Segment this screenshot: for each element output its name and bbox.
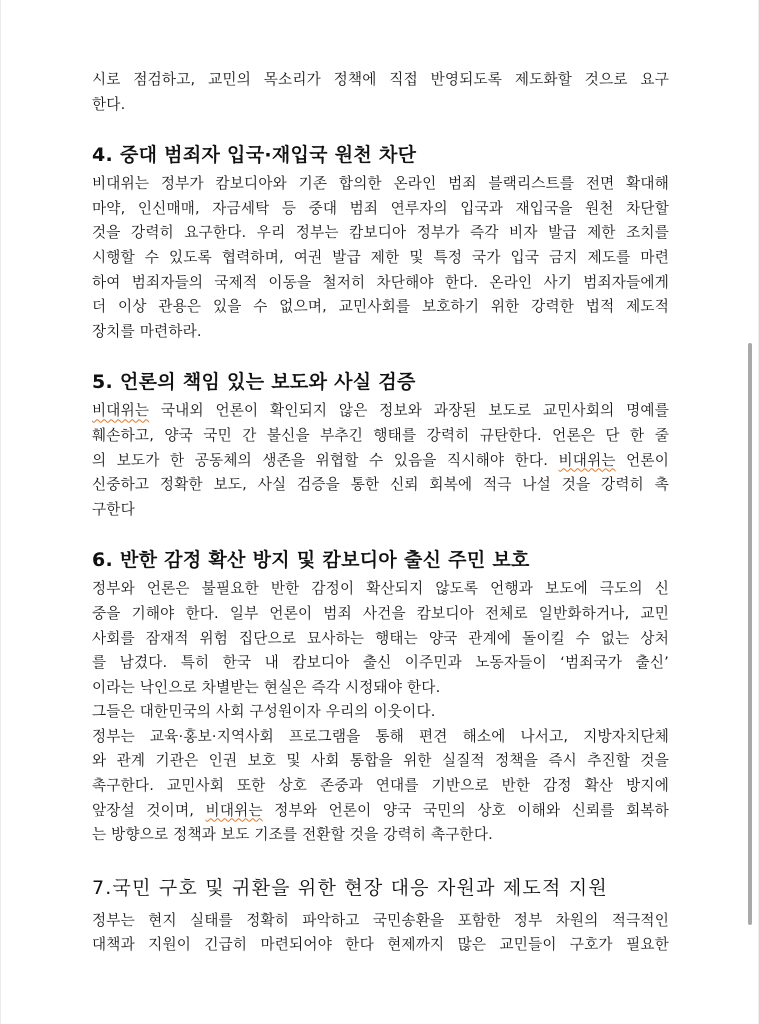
text-line: 정부는 현지 실태를 정확히 파악하고 국민송환을 포함한 정부 차원의 적극적인: [92, 911, 669, 929]
text-line: 비대위는 국내외 언론이 확인되지 않은 정보와 과장된 보도로 교민사회의 명예를: [92, 402, 669, 420]
spellcheck-flagged-word[interactable]: 비대위는: [92, 402, 150, 420]
section-heading: 7.국민 구호 및 귀환을 위한 현장 대응 자원과 제도적 지원: [92, 876, 608, 899]
text-line: 를 남겼다. 특히 한국 내 캄보디아 출신 이주민과 노동자들이 ‘범죄국가 출신’: [92, 654, 669, 672]
text-line: 신중하고 정확한 보도, 사실 검증을 통한 신뢰 회복에 적극 나설 것을 강력히 촉: [92, 476, 669, 494]
text-line: 그들은 대한민국의 사회 구성원이자 우리의 이웃이다.: [92, 703, 436, 721]
text-line: 것을 강력히 요구한다. 우리 정부는 캄보디아 정부가 즉각 비자 발급 제한 조치를: [92, 224, 669, 242]
text-line: 정부와 언론은 불필요한 반한 감정이 확산되지 않도록 언행과 보도에 극도의 신: [92, 580, 669, 598]
text-line: 하여 범죄자들의 국제적 이동을 철저히 차단해야 한다. 온라인 사기 범죄자들에게: [92, 273, 669, 291]
section-4: [92, 140, 669, 344]
section-heading: 4. 중대 범죄자 입국·재입국 원천 차단: [92, 144, 417, 167]
text-line: 시로 점검하고, 교민의 목소리가 정책에 직접 반영되도록 제도화할 것으로 요구: [92, 71, 669, 88]
text-line: 중을 기해야 한다. 일부 언론이 범죄 사건을 캄보디아 전체로 일반화하거나, 교민: [92, 604, 669, 622]
text-line: 의 보도가 한 공동체의 생존을 위협할 수 있음을 직시해야 한다. 비대위는 언론이: [92, 451, 670, 469]
text-line: 사회를 잠재적 위험 집단으로 묘사하는 행태는 양국 관계에 돌이킬 수 없는 상처: [92, 629, 669, 647]
text-line: 와 관계 기관은 인권 보호 및 사회 통합을 위한 실질적 정책을 즉시 추진할 것을: [92, 752, 669, 770]
section-6: [92, 545, 669, 848]
text-line: 한다.: [92, 95, 126, 113]
text-line: 대책과 지원이 긴급히 마련되어야 한다 현제까지 많은 교민들이 구호가 필요한: [92, 936, 669, 954]
section-heading: 6. 반한 감정 확산 방지 및 캄보디아 출신 주민 보호: [92, 549, 530, 572]
text-line: 구한다: [92, 500, 135, 518]
text-line: 마약, 인신매매, 자금세탁 등 중대 범죄 연루자의 입국과 재입국을 원천 차단할: [92, 199, 669, 217]
section-5: [92, 367, 669, 522]
section-heading: 5. 언론의 책임 있는 보도와 사실 검증: [92, 371, 416, 394]
text-line: 촉구한다. 교민사회 또한 상호 존중과 연대를 기반으로 반한 감정 확산 방지에: [92, 777, 669, 795]
document-page: [92, 68, 669, 958]
page-edge-left: [0, 0, 1, 1024]
text-line: 더 이상 관용은 있을 수 없으며, 교민사회를 보호하기 위한 강력한 법적 제도적: [92, 298, 669, 316]
text-line: 정부는 교육·홍보·지역사회 프로그램을 통해 편견 해소에 나서고, 지방자치단체: [92, 727, 669, 745]
text-line: 장치를 마련하라.: [92, 322, 202, 340]
text-line: 이라는 낙인으로 차별받는 현실은 즉각 시정돼야 한다.: [92, 678, 441, 696]
section-7: [92, 873, 669, 958]
spellcheck-flagged-word[interactable]: 비대위는: [558, 451, 616, 469]
text-line: 비대위는 정부가 캄보디아와 기존 합의한 온라인 범죄 블랙리스트를 전면 확대해: [92, 175, 669, 193]
text-line: 는 방향으로 정책과 보도 기조를 전환할 것을 강력히 촉구한다.: [92, 826, 493, 844]
text-line: 훼손하고, 양국 국민 간 불신을 부추긴 행태를 강력히 규탄한다. 언론은 단 한 줄: [92, 426, 669, 444]
spellcheck-flagged-word[interactable]: 비대위는: [205, 801, 263, 819]
text-line: 시행할 수 있도록 협력하며, 여권 발급 제한 및 특정 국가 입국 금지 제도를 마련: [92, 248, 669, 266]
text-line: 앞장설 것이며, 비대위는 정부와 언론이 양국 국민의 상호 이해와 신뢰를 회복하: [92, 801, 669, 819]
vertical-scrollbar-thumb[interactable]: [748, 343, 752, 925]
intro-paragraph: [92, 68, 669, 117]
